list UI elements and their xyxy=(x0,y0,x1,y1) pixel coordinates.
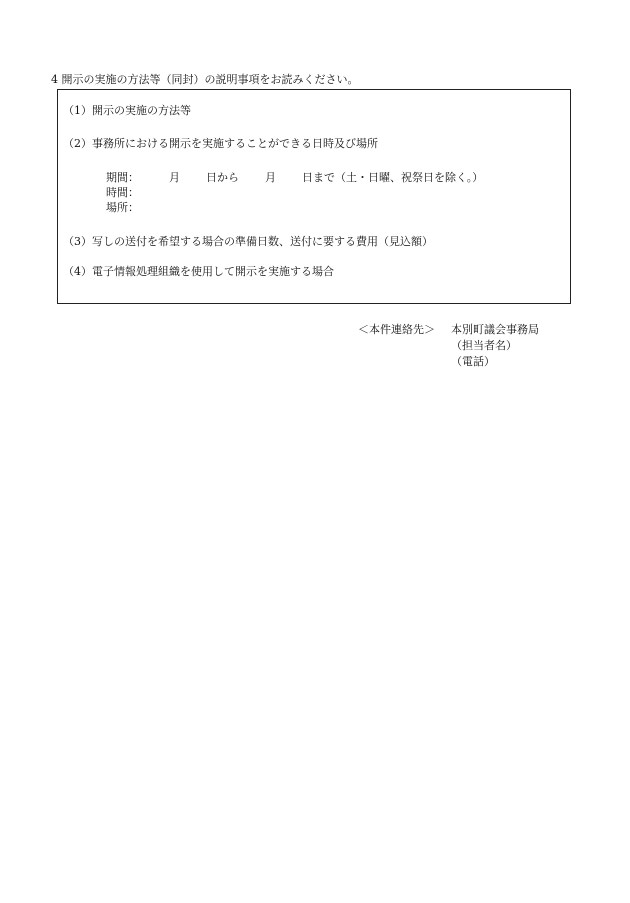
period-label: 期間： xyxy=(106,171,139,184)
contact-phone: （電話） xyxy=(451,355,495,368)
time-label: 時間： xyxy=(106,186,139,199)
contact-label: ＜本件連絡先＞ xyxy=(358,323,435,336)
item-electronic-disclosure: （4）電子情報処理組織を使用して開示を実施する場合 xyxy=(63,265,334,278)
item-office-disclosure: （2）事務所における開示を実施することができる日時及び場所 xyxy=(63,137,378,150)
period-month-until: 月 xyxy=(265,171,276,184)
item-copy-delivery: （3）写しの送付を希望する場合の準備日数、送付に要する費用（見込額） xyxy=(63,235,433,248)
contact-office: 本別町議会事務局 xyxy=(451,323,539,336)
period-day-from: 日から xyxy=(206,171,239,184)
place-label: 場所： xyxy=(106,201,139,214)
section-4-heading: 4 開示の実施の方法等（同封）の説明事項をお読みください。 xyxy=(51,73,359,86)
period-month-from: 月 xyxy=(169,171,180,184)
period-day-until: 日まで（土・日曜、祝祭日を除く。） xyxy=(302,171,484,184)
contact-person: （担当者名） xyxy=(451,339,517,352)
item-method: （1）開示の実施の方法等 xyxy=(63,104,191,117)
